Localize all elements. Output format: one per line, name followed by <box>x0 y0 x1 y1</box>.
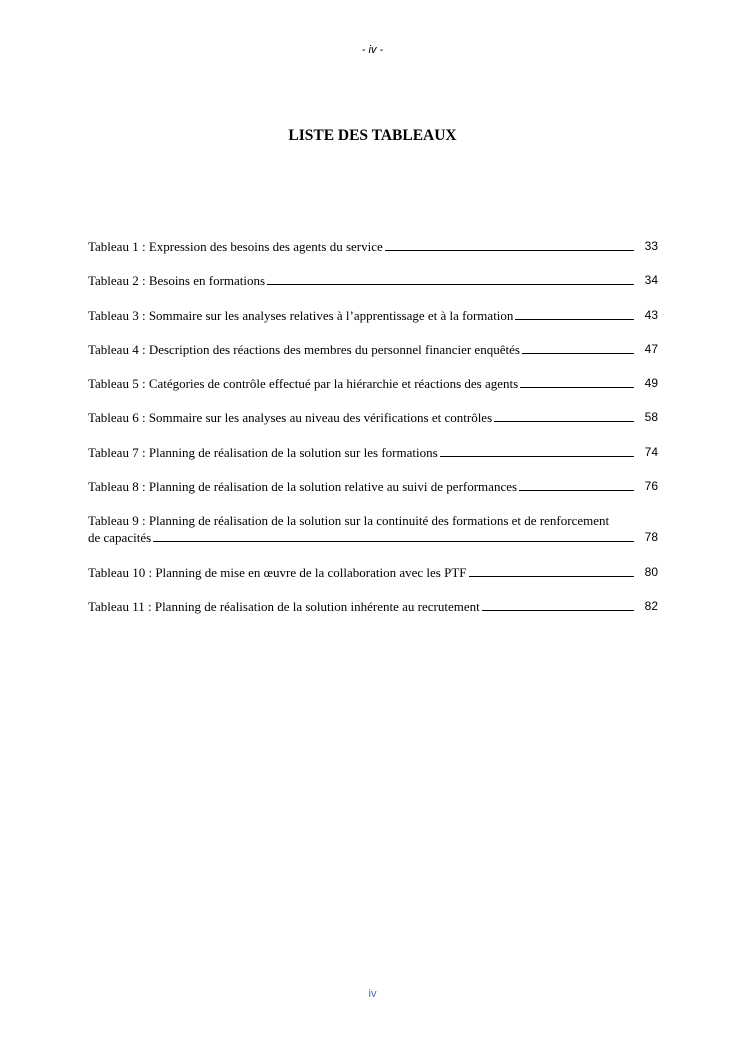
dot-leader <box>385 249 634 251</box>
entry-page: 78 <box>644 530 658 545</box>
entry-page: 82 <box>644 598 658 613</box>
toc-entry-10[interactable] <box>88 564 658 581</box>
dot-leader <box>515 318 634 320</box>
dot-leader <box>267 283 634 285</box>
toc-entry-7[interactable] <box>88 444 658 461</box>
toc-entry-2[interactable] <box>88 272 658 289</box>
entry-page: 76 <box>644 479 658 494</box>
entry-page: 47 <box>644 341 658 356</box>
entry-label-line-1: Tableau 9 : Planning de réalisation de la solution sur la continuité des formations et de renforcement <box>88 513 610 529</box>
toc-entry-6[interactable] <box>88 409 658 426</box>
dot-leader <box>494 420 634 422</box>
entry-second-line <box>88 529 658 546</box>
entry-label: Tableau 7 : Planning de réalisation de la solution sur les formations <box>88 444 438 460</box>
page-title: LISTE DES TABLEAUX <box>288 127 457 144</box>
dot-leader <box>153 540 634 542</box>
page-footer-number: iv <box>368 988 377 1000</box>
entry-page: 33 <box>644 239 658 253</box>
dot-leader <box>440 455 634 457</box>
entry-label: Tableau 1 : Expression des besoins des agents du service <box>88 239 383 254</box>
toc-entry-8[interactable] <box>88 478 658 495</box>
page-header: - iv - <box>361 44 384 56</box>
entry-page: 80 <box>644 564 658 579</box>
entry-page: 34 <box>644 273 658 288</box>
entry-label: Tableau 10 : Planning de mise en œuvre de la collaboration avec les PTF <box>88 564 467 580</box>
entry-page: 49 <box>644 376 658 391</box>
entry-label: Tableau 5 : Catégories de contrôle effectué par la hiérarchie et réactions des agents <box>88 376 519 392</box>
dot-leader <box>520 386 634 388</box>
entry-label: Tableau 8 : Planning de réalisation de la solution relative au suivi de performances <box>88 479 518 495</box>
dot-leader <box>469 575 634 577</box>
entry-label: Tableau 2 : Besoins en formations <box>88 273 266 289</box>
entry-label: Tableau 4 : Description des réactions des membres du personnel financier enquêtés <box>88 341 520 357</box>
entry-page: 58 <box>644 410 658 425</box>
entry-label: Tableau 6 : Sommaire sur les analyses au niveau des vérifications et contrôles <box>88 410 493 426</box>
entry-label: Tableau 11 : Planning de réalisation de la solution inhérente au recrutement <box>88 598 480 614</box>
entry-label: Tableau 3 : Sommaire sur les analyses relatives à l’apprentissage et à la formation <box>88 307 514 323</box>
dot-leader <box>522 352 634 354</box>
toc-entry-5[interactable] <box>88 375 658 392</box>
toc-entry-3[interactable] <box>88 307 658 324</box>
toc-entry-11[interactable] <box>88 598 658 615</box>
table-list <box>88 238 658 632</box>
entry-label-line-2: de capacités <box>88 530 152 546</box>
dot-leader <box>482 609 634 611</box>
toc-entry-1[interactable] <box>88 238 658 255</box>
toc-entry-9[interactable] <box>88 512 658 546</box>
dot-leader <box>519 489 634 491</box>
entry-page: 74 <box>644 444 658 459</box>
entry-page: 43 <box>644 307 658 322</box>
toc-entry-4[interactable] <box>88 341 658 358</box>
